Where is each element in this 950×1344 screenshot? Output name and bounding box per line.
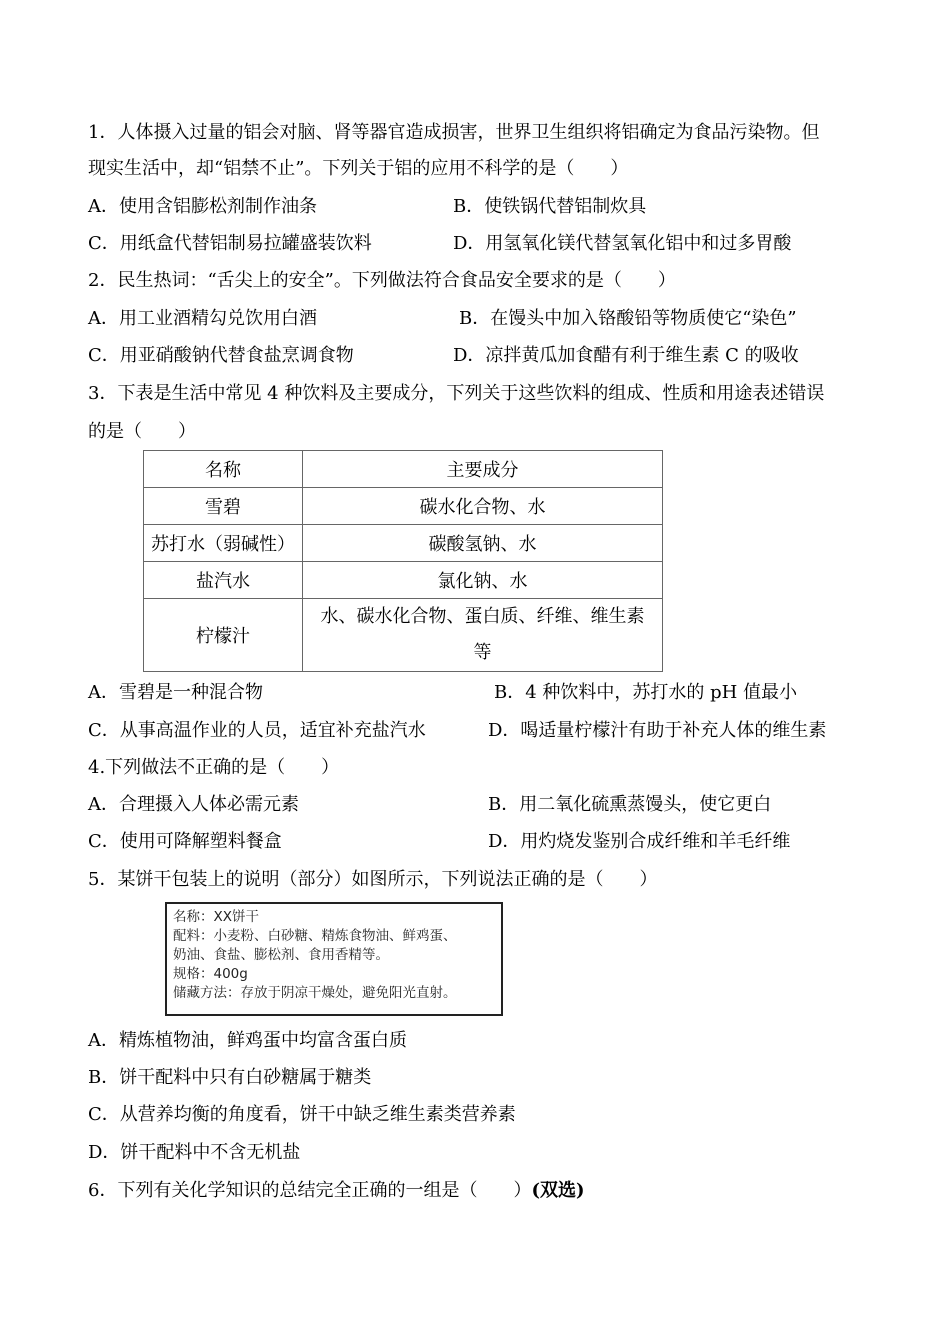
label-ingredients-line1: 配料：小麦粉、白砂糖、精炼食物油、鲜鸡蛋、 bbox=[173, 928, 457, 944]
q4-option-b: B．用二氧化硫熏蒸馒头，使它更白 bbox=[488, 794, 772, 815]
q5-option-a: A．精炼植物油，鲜鸡蛋中均富含蛋白质 bbox=[88, 1030, 407, 1051]
table-row bbox=[144, 525, 663, 562]
q4-option-c: C．使用可降解塑料餐盒 bbox=[88, 831, 282, 852]
q6-stem bbox=[88, 1179, 585, 1203]
table-cell-name: 柠檬汁 bbox=[144, 599, 303, 672]
table-cell-ingredients: 碳水化合物、水 bbox=[303, 488, 663, 525]
label-ingredients-line2: 奶油、食盐、膨松剂、食用香精等。 bbox=[173, 947, 389, 963]
table-cell-name: 雪碧 bbox=[144, 488, 303, 525]
table-cell-name: 苏打水（弱碱性） bbox=[144, 525, 303, 562]
q3-option-a: A．雪碧是一种混合物 bbox=[88, 682, 263, 703]
table-row bbox=[144, 599, 663, 672]
q6-stem-text: 6．下列有关化学知识的总结完全正确的一组是（ ） bbox=[88, 1180, 532, 1201]
table-header-row bbox=[144, 451, 663, 488]
q1-option-c: C．用纸盒代替铝制易拉罐盛装饮料 bbox=[88, 233, 372, 254]
q3-option-b: B．4 种饮料中，苏打水的 pH 值最小 bbox=[494, 682, 798, 703]
q1-stem-line1: 1．人体摄入过量的铝会对脑、肾等器官造成损害，世界卫生组织将铝确定为食品污染物。但 bbox=[88, 122, 820, 143]
q2-option-b: B．在馒头中加入铬酸铅等物质使它“染色” bbox=[459, 308, 797, 329]
table-header-ingredients: 主要成分 bbox=[303, 451, 663, 488]
table-cell-ingredients: 水、碳水化合物、蛋白质、纤维、维生素等 bbox=[303, 599, 663, 672]
biscuit-package-label bbox=[165, 902, 503, 1016]
q3-stem-line1: 3．下表是生活中常见 4 种饮料及主要成分，下列关于这些饮料的组成、性质和用途表述错误 bbox=[88, 383, 825, 404]
table-row bbox=[144, 488, 663, 525]
q4-option-a: A．合理摄入人体必需元素 bbox=[88, 794, 299, 815]
q3-stem-line2: 的是（ ） bbox=[88, 421, 196, 442]
table-cell-ingredients: 碳酸氢钠、水 bbox=[303, 525, 663, 562]
label-name-line: 名称：XX饼干 bbox=[173, 909, 259, 925]
label-storage-line: 储藏方法：存放于阴凉干燥处，避免阳光直射。 bbox=[173, 985, 457, 1001]
label-spec-line: 规格：400g bbox=[173, 966, 248, 982]
q4-option-d: D．用灼烧发鉴别合成纤维和羊毛纤维 bbox=[488, 831, 791, 852]
q5-option-d: D．饼干配料中不含无机盐 bbox=[88, 1142, 301, 1163]
q3-option-c: C．从事高温作业的人员，适宜补充盐汽水 bbox=[88, 720, 426, 741]
drinks-table bbox=[143, 450, 663, 672]
q2-stem-line1: 2．民生热词：“舌尖上的安全”。下列做法符合食品安全要求的是（ ） bbox=[88, 270, 676, 291]
table-cell-ingredients: 氯化钠、水 bbox=[303, 562, 663, 599]
q5-option-b: B．饼干配料中只有白砂糖属于糖类 bbox=[88, 1067, 372, 1088]
q5-stem-line1: 5．某饼干包装上的说明（部分）如图所示，下列说法正确的是（ ） bbox=[88, 869, 658, 890]
q1-stem-line2: 现实生活中，却“铝禁不止”。下列关于铝的应用不科学的是（ ） bbox=[88, 158, 629, 179]
q1-option-a: A．使用含铝膨松剂制作油条 bbox=[88, 196, 317, 217]
q6-double-select-tag: (双选) bbox=[531, 1180, 585, 1201]
table-cell-name: 盐汽水 bbox=[144, 562, 303, 599]
table-header-name: 名称 bbox=[144, 451, 303, 488]
q2-option-d: D．凉拌黄瓜加食醋有利于维生素 C 的吸收 bbox=[453, 345, 799, 366]
q4-stem-line1: 4.下列做法不正确的是（ ） bbox=[88, 757, 340, 778]
table-row bbox=[144, 562, 663, 599]
q2-option-a: A．用工业酒精勾兑饮用白酒 bbox=[88, 308, 317, 329]
q1-option-d: D．用氢氧化镁代替氢氧化铝中和过多胃酸 bbox=[453, 233, 792, 254]
q2-option-c: C．用亚硝酸钠代替食盐烹调食物 bbox=[88, 345, 354, 366]
q3-option-d: D．喝适量柠檬汁有助于补充人体的维生素 bbox=[488, 720, 827, 741]
q5-option-c: C．从营养均衡的角度看，饼干中缺乏维生素类营养素 bbox=[88, 1104, 516, 1125]
q1-option-b: B．使铁锅代替铝制炊具 bbox=[453, 196, 647, 217]
